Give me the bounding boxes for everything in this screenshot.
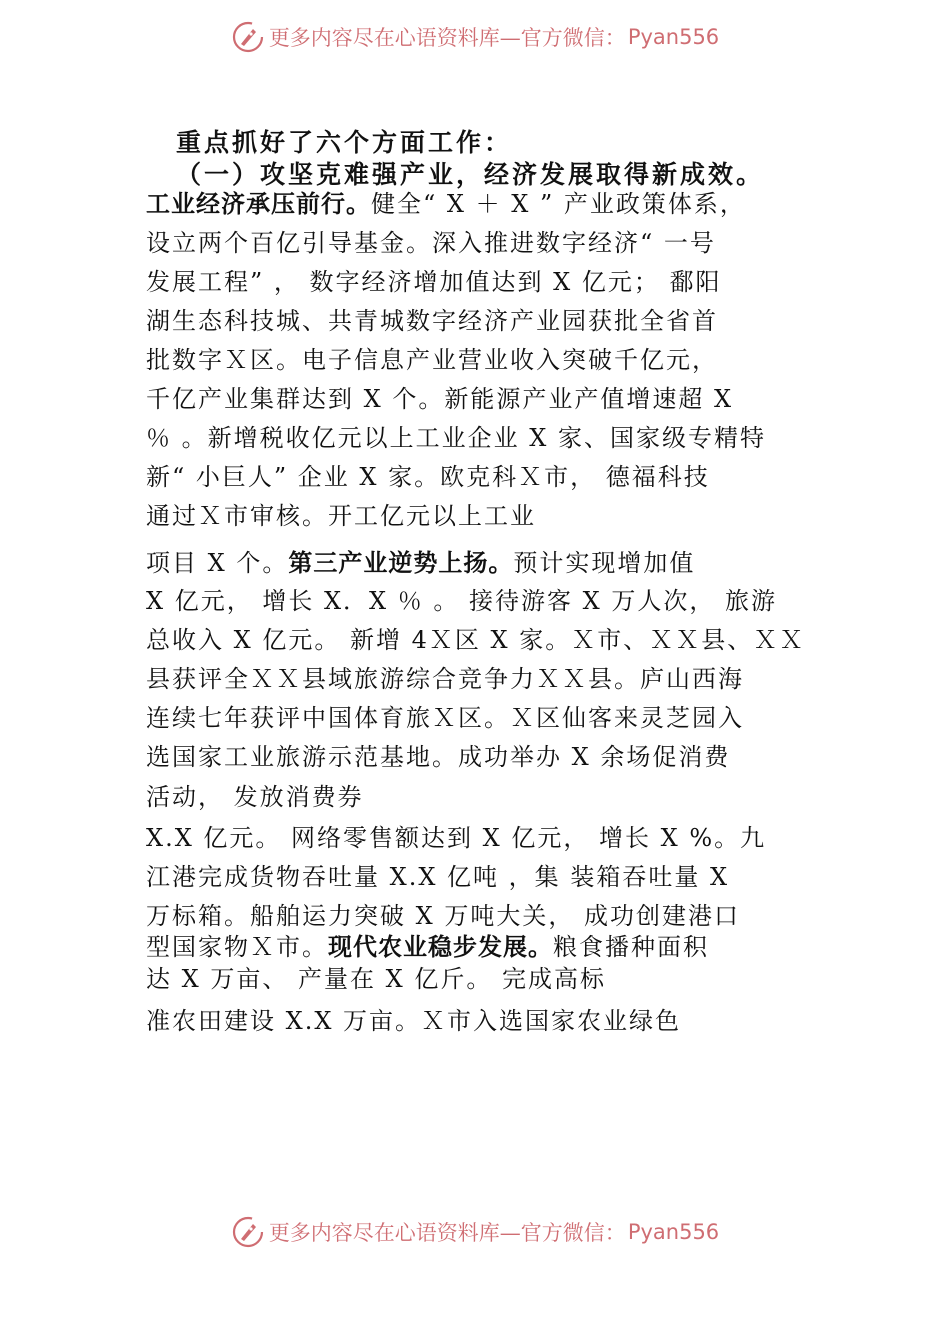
subheading-industry: 工业经济承压前行。 (146, 190, 371, 218)
text-line-6: 千亿产业集群达到 X 个。新能源产业产值增速超 X (146, 385, 734, 413)
text-line-17: X.X 亿元。 网络零售额达到 X 亿元， 增长 X %。九 (146, 824, 767, 852)
watermark-text: 更多内容尽在心语资料库—官方微信： (268, 26, 626, 50)
text-line-11: X 亿元， 增长 X．X ％ 。 接待游客 X 万人次， 旅游 (146, 587, 778, 615)
text-line-12: 总收入 X 亿元。 新增 4Ｘ区 X 家。Ｘ市、ＸＸ县、ＸＸ (146, 626, 806, 654)
section-title: （一）攻坚克难强产业，经济发展取得新成效。 (176, 160, 765, 189)
watermark-account: Pyan556 (627, 25, 720, 49)
text-line-9: 通过Ｘ市审核。开工亿元以上工业 (146, 502, 536, 530)
text-line-10: 项目 X 个。第三产业逆势上扬。预计实现增加值 (146, 549, 696, 577)
watermark-header (0, 17, 950, 57)
text-line-7: ％ 。新增税收亿元以上工业企业 X 家、国家级专精特 (146, 424, 766, 452)
text-line-3: 发展工程” ， 数字经济增加值达到 X 亿元； 鄱阳 (146, 268, 722, 296)
pen-nib-logo-icon (231, 1215, 265, 1249)
text-line-20: 型国家物Ｘ市。现代农业稳步发展。粮食播种面积 (146, 933, 709, 961)
subheading-tertiary: 第三产业逆势上扬。 (288, 549, 514, 577)
text-line-18: 江港完成货物吞吐量 X.X 亿吨 ，集 装箱吞吐量 X (146, 863, 730, 891)
text-line-13: 县获评全ＸＸ县域旅游综合竞争力ＸＸ县。庐山西海 (146, 665, 744, 693)
text-line-8: 新“ 小巨人” 企业 X 家。欧克科Ｘ市， 德福科技 (146, 463, 710, 491)
text-line-19: 万标箱。船舶运力突破 X 万吨大关， 成功创建港口 (146, 902, 740, 930)
watermark-account: Pyan556 (627, 1220, 720, 1244)
watermark-footer (0, 1212, 950, 1252)
text-line-1: 工业经济承压前行。健全“ X ＋ X ” 产业政策体系， (146, 190, 746, 218)
text-line-16: 活动， 发放消费券 (146, 783, 364, 811)
watermark-text: 更多内容尽在心语资料库—官方微信： (268, 1221, 626, 1245)
text-line-4: 湖生态科技城、共青城数字经济产业园获批全省首 (146, 307, 718, 335)
text-line-15: 选国家工业旅游示范基地。成功举办 X 余场促消费 (146, 743, 731, 771)
text-line-2: 设立两个百亿引导基金。深入推进数字经济“ 一号 (146, 229, 716, 257)
text-line-21: 达 X 万亩、 产量在 X 亿斤。 完成高标 (146, 965, 606, 993)
text-line-22: 准农田建设 X.X 万亩。Ｘ市入选国家农业绿色 (146, 1007, 682, 1035)
text-line-14: 连续七年获评中国体育旅Ｘ区。Ｘ区仙客来灵芝园入 (146, 704, 744, 732)
pen-nib-logo-icon (231, 20, 265, 54)
document-heading: 重点抓好了六个方面工作： (176, 128, 513, 157)
subheading-agriculture: 现代农业稳步发展。 (328, 933, 553, 961)
text-line-5: 批数字Ｘ区。电子信息产业营业收入突破千亿元， (146, 346, 718, 374)
